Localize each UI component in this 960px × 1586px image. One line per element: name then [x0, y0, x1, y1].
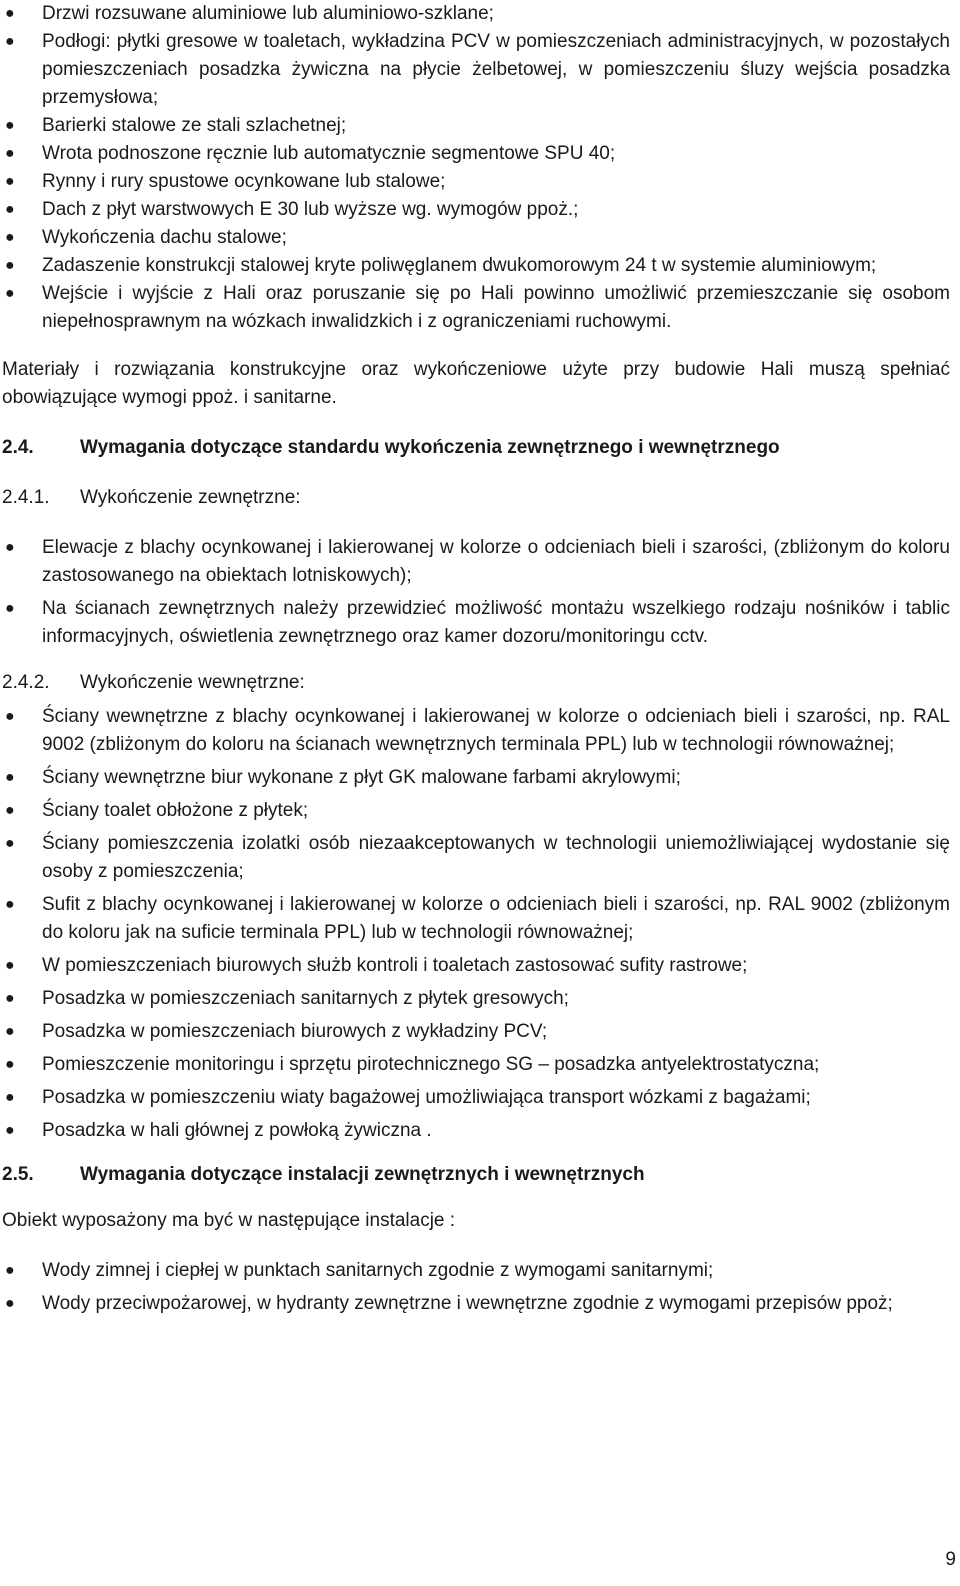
list-item-text: Na ścianach zewnętrznych należy przewidzieć możliwość montażu wszelkiego rodzaju nośników i tablic informacyjnych, oświetlenia zewnętrznego oraz kamer dozoru/monitoringu cctv. [42, 598, 950, 647]
section-number: 2.4.1. [2, 487, 50, 508]
list-item-text: Pomieszczenie monitoringu i sprzętu pirotechnicznego SG – posadzka antyelektrostatyczna; [42, 1054, 820, 1075]
bullet-icon: ● [5, 257, 15, 274]
list-item-text: Posadzka w pomieszczeniu wiaty bagażowej umożliwiająca transport wózkami z bagażami; [42, 1087, 811, 1108]
list-item-text: Ściany wewnętrzne biur wykonane z płyt GK malowane farbami akrylowymi; [42, 767, 681, 788]
list-item [2, 985, 950, 1013]
list-item [2, 224, 950, 252]
list-item [2, 252, 950, 280]
section-2-5-heading [2, 1161, 950, 1189]
list-item [2, 534, 950, 590]
list-item-text: Dach z płyt warstwowych E 30 lub wyższe wg. wymogów ppoż.; [42, 199, 579, 220]
list-item-text: Podłogi: płytki gresowe w toaletach, wykładzina PCV w pomieszczeniach administracyjnych, w pozostałych pomieszczeniach posadzka żywiczna na płycie żelbetowej, w pomieszczeniu śluzy wejścia posadzka przemysłowa; [42, 31, 950, 108]
bullet-icon: ● [5, 145, 15, 162]
list-item [2, 830, 950, 886]
list-item [2, 1051, 950, 1079]
bullet-icon: ● [5, 802, 15, 819]
section-title: Wymagania dotyczące instalacji zewnętrznych i wewnętrznych [80, 1164, 645, 1185]
list-item [2, 595, 950, 651]
list-item-text: Sufit z blachy ocynkowanej i lakierowanej w kolorze o odcieniach bieli i szarości, np. RAL 9002 (zbliżonym do koloru jak na suficie terminala PPL) lub w technologii równoważnej; [42, 894, 950, 943]
section-title: Wykończenie wewnętrzne: [80, 672, 305, 693]
list-item [2, 1084, 950, 1112]
interior-finish-list [2, 703, 950, 1145]
materials-paragraph: Materiały i rozwiązania konstrukcyjne oraz wykończeniowe użyte przy budowie Hali muszą spełniać obowiązujące wymogi ppoż. i sanitarne. [2, 359, 950, 408]
list-item-text: Wody przeciwpożarowej, w hydranty zewnętrzne i wewnętrzne zgodnie z wymogami przepisów ppoż; [42, 1293, 893, 1314]
list-item-text: Rynny i rury spustowe ocynkowane lub stalowe; [42, 171, 446, 192]
list-item [2, 891, 950, 947]
list-item [2, 0, 950, 28]
bullet-icon: ● [5, 1295, 15, 1312]
section-number: 2.4.2. [2, 672, 50, 693]
page-content [2, 0, 950, 1323]
section-2-4-heading [2, 434, 950, 462]
list-item-text: Posadzka w hali głównej z powłoką żywiczna . [42, 1120, 432, 1141]
list-item-text: Ściany toalet obłożone z płytek; [42, 800, 309, 821]
materials-list [2, 0, 950, 336]
list-item-text: Drzwi rozsuwane aluminiowe lub aluminiowo-szklane; [42, 3, 494, 24]
list-item-text: Wykończenia dachu stalowe; [42, 227, 287, 248]
list-item [2, 112, 950, 140]
section-number: 2.5. [2, 1164, 34, 1185]
list-item [2, 168, 950, 196]
list-item-text: Wody zimnej i ciepłej w punktach sanitarnych zgodnie z wymogami sanitarnymi; [42, 1260, 714, 1281]
bullet-icon: ● [5, 229, 15, 246]
bullet-icon: ● [5, 173, 15, 190]
list-item-text: Posadzka w pomieszczeniach sanitarnych z płytek gresowych; [42, 988, 569, 1009]
list-item-text: Barierki stalowe ze stali szlachetnej; [42, 115, 347, 136]
section-title: Wymagania dotyczące standardu wykończenia zewnętrznego i wewnętrznego [80, 437, 780, 458]
list-item [2, 1117, 950, 1145]
list-item-text: Ściany wewnętrzne z blachy ocynkowanej i lakierowanej w kolorze o odcieniach bieli i szarości, np. RAL 9002 (zbliżonym do koloru na ścianach wewnętrznych terminala PPL) lub w technologii równoważnej; [42, 706, 950, 755]
bullet-icon: ● [5, 1023, 15, 1040]
bullet-icon: ● [5, 957, 15, 974]
list-item [2, 280, 950, 336]
installations-intro: Obiekt wyposażony ma być w następujące instalacje : [2, 1210, 456, 1231]
bullet-icon: ● [5, 33, 15, 50]
bullet-icon: ● [5, 708, 15, 725]
list-item-text: W pomieszczeniach biurowych służb kontroli i toaletach zastosować sufity rastrowe; [42, 955, 748, 976]
list-item [2, 764, 950, 792]
list-item [2, 28, 950, 112]
list-item [2, 703, 950, 759]
list-item [2, 140, 950, 168]
bullet-icon: ● [5, 1056, 15, 1073]
bullet-icon: ● [5, 285, 15, 302]
bullet-icon: ● [5, 5, 15, 22]
page-number: 9 [945, 1549, 956, 1570]
section-number: 2.4. [2, 437, 34, 458]
list-item [2, 1290, 950, 1318]
installations-list [2, 1257, 950, 1318]
bullet-icon: ● [5, 835, 15, 852]
list-item [2, 952, 950, 980]
bullet-icon: ● [5, 117, 15, 134]
list-item-text: Elewacje z blachy ocynkowanej i lakierowanej w kolorze o odcieniach bieli i szarości, (zbliżonym do koloru zastosowanego na obiektach lotniskowych); [42, 537, 950, 586]
bullet-icon: ● [5, 1089, 15, 1106]
bullet-icon: ● [5, 896, 15, 913]
section-2-4-2-heading [2, 669, 950, 697]
list-item [2, 1018, 950, 1046]
list-item-text: Posadzka w pomieszczeniach biurowych z wykładziny PCV; [42, 1021, 548, 1042]
list-item [2, 1257, 950, 1285]
list-item [2, 797, 950, 825]
bullet-icon: ● [5, 600, 15, 617]
section-2-4-1-heading [2, 484, 950, 512]
exterior-finish-list [2, 534, 950, 651]
bullet-icon: ● [5, 1122, 15, 1139]
list-item-text: Wrota podnoszone ręcznie lub automatycznie segmentowe SPU 40; [42, 143, 616, 164]
bullet-icon: ● [5, 1262, 15, 1279]
bullet-icon: ● [5, 769, 15, 786]
list-item-text: Ściany pomieszczenia izolatki osób niezaakceptowanych w technologii uniemożliwiającej wydostanie się osoby z pomieszczenia; [42, 833, 950, 882]
bullet-icon: ● [5, 990, 15, 1007]
list-item-text: Zadaszenie konstrukcji stalowej kryte poliwęglanem dwukomorowym 24 t w systemie aluminiowym; [42, 255, 877, 276]
list-item [2, 196, 950, 224]
bullet-icon: ● [5, 539, 15, 556]
list-item-text: Wejście i wyjście z Hali oraz poruszanie się po Hali powinno umożliwić przemieszczanie się osobom niepełnosprawnym na wózkach inwalidzkich i z ograniczeniami ruchowymi. [42, 283, 950, 332]
bullet-icon: ● [5, 201, 15, 218]
section-title: Wykończenie zewnętrzne: [80, 487, 301, 508]
